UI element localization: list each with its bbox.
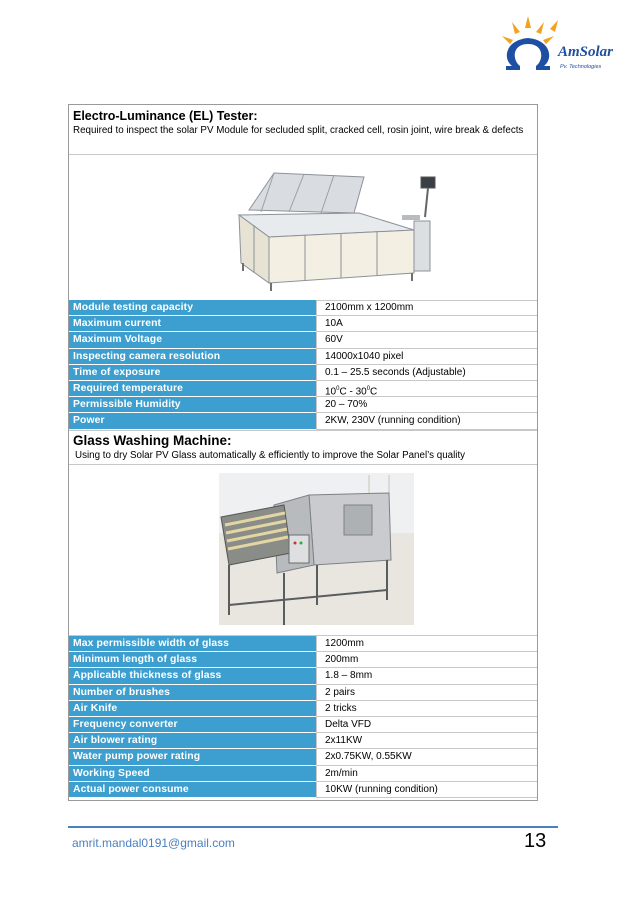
- table-row: [69, 749, 537, 765]
- footer-divider: [68, 826, 558, 828]
- degree-sup: 0: [366, 385, 371, 392]
- spec-label: Required temperature: [69, 381, 316, 397]
- table-row: [69, 782, 537, 798]
- table-row: [69, 685, 537, 701]
- spec-label: Working Speed: [69, 766, 316, 782]
- temp-mid: C - 30: [339, 386, 367, 398]
- table-row: [69, 349, 537, 365]
- spec-value: 2x11KW: [316, 733, 537, 749]
- spec-value: 10KW (running condition): [316, 782, 537, 798]
- spec-value: 200mm: [316, 652, 537, 668]
- table-row: [69, 717, 537, 733]
- table-row: [69, 733, 537, 749]
- spec-value: 2100mm x 1200mm: [316, 300, 537, 316]
- glass-section-title: Glass Washing Machine:: [73, 433, 232, 448]
- spec-value: 60V: [316, 332, 537, 348]
- spec-label: Number of brushes: [69, 685, 316, 701]
- el-tester-image-cell: [69, 155, 537, 301]
- spec-value: 2 pairs: [316, 685, 537, 701]
- spec-label: Maximum Voltage: [69, 332, 316, 348]
- footer-email[interactable]: amrit.mandal0191@gmail.com: [72, 836, 235, 850]
- spec-value: 2x0.75KW, 0.55KW: [316, 749, 537, 765]
- table-row: [69, 381, 537, 397]
- spec-label: Applicable thickness of glass: [69, 668, 316, 684]
- spec-value: 20 – 70%: [316, 397, 537, 413]
- spec-label: Max permissible width of glass: [69, 636, 316, 652]
- spec-label: Inspecting camera resolution: [69, 349, 316, 365]
- glass-spec-table: [69, 636, 537, 798]
- table-row: [69, 332, 537, 348]
- spec-value: 1.8 – 8mm: [316, 668, 537, 684]
- spec-label: Air Knife: [69, 701, 316, 717]
- spec-value: 14000x1040 pixel: [316, 349, 537, 365]
- brand-text: AmSolar: [558, 44, 614, 60]
- spec-label: Power: [69, 413, 316, 429]
- glass-washer-image-cell: [69, 465, 537, 636]
- glass-washer-image: [69, 465, 539, 635]
- table-row: [69, 701, 537, 717]
- table-row: [69, 413, 537, 429]
- spec-label: Air blower rating: [69, 733, 316, 749]
- amsolar-logo: [500, 14, 614, 84]
- glass-section-header: [69, 430, 537, 465]
- spec-label: Minimum length of glass: [69, 652, 316, 668]
- degree-sup: 0: [336, 385, 340, 392]
- spec-value: 2m/min: [316, 766, 537, 782]
- spec-label: Frequency converter: [69, 717, 316, 733]
- table-row: [69, 300, 537, 316]
- glass-section-description: Using to dry Solar PV Glass automatically & efficiently to improve the Solar Panel’s quality: [75, 450, 466, 461]
- table-row: [69, 316, 537, 332]
- spec-label: Maximum current: [69, 316, 316, 332]
- table-row: [69, 636, 537, 652]
- spec-frame: [68, 104, 538, 801]
- spec-label: Actual power consume: [69, 782, 316, 798]
- spec-label: Module testing capacity: [69, 300, 316, 316]
- temp-unit: C: [370, 386, 378, 398]
- table-row: [69, 365, 537, 381]
- spec-value: 1200mm: [316, 636, 537, 652]
- table-row: [69, 766, 537, 782]
- el-tester-image: [69, 155, 539, 300]
- spec-label: Water pump power rating: [69, 749, 316, 765]
- spec-value: 2KW, 230V (running condition): [316, 413, 537, 429]
- table-row: [69, 668, 537, 684]
- spec-label: Permissible Humidity: [69, 397, 316, 413]
- temp-min: 10: [325, 386, 337, 398]
- spec-label: Time of exposure: [69, 365, 316, 381]
- spec-value: [316, 381, 537, 397]
- table-row: [69, 397, 537, 413]
- spec-value: 0.1 – 25.5 seconds (Adjustable): [316, 365, 537, 381]
- brand-tagline: Pv. Technologies: [560, 64, 602, 70]
- el-section-title: Electro-Luminance (EL) Tester:: [73, 109, 258, 123]
- table-row: [69, 652, 537, 668]
- spec-value: 10A: [316, 316, 537, 332]
- el-section-header: [69, 105, 537, 155]
- spec-value: 2 tricks: [316, 701, 537, 717]
- page-number: 13: [524, 830, 547, 852]
- spec-value: Delta VFD: [316, 717, 537, 733]
- el-spec-table: [69, 300, 537, 430]
- el-section-description: Required to inspect the solar PV Module for secluded split, cracked cell, rosin joint, wire break & defects: [73, 125, 524, 136]
